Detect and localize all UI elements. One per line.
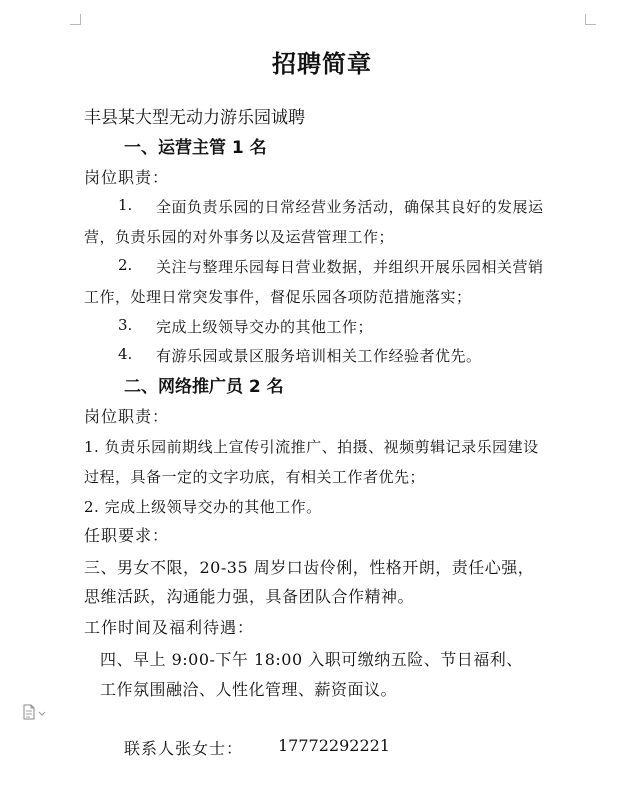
welfare-label: 工作时间及福利待遇：	[84, 618, 255, 637]
margin-corner-mark-right	[585, 14, 596, 25]
list-item-number: 4.	[118, 345, 133, 363]
document-icon[interactable]	[22, 704, 48, 720]
contact-label: 联系人张女士：	[124, 739, 244, 758]
requirements-text: 三、男女不限，20-35 周岁口齿伶俐，性格开朗，责任心强，	[84, 558, 535, 577]
list-item-text: 有游乐园或景区服务培训相关工作经验者优先。	[156, 347, 482, 365]
list-item-number: 2.	[118, 256, 133, 274]
list-item-text-continued: 过程，具备一定的文字功底，有相关工作者优先；	[84, 468, 426, 486]
list-item-number: 1.	[118, 196, 133, 214]
section-heading-online-promoter: 二、网络推广员 2 名	[124, 377, 284, 397]
document-title: 招聘简章	[272, 50, 372, 78]
contact-phone: 17772292221	[278, 736, 390, 755]
list-item-text: 1. 负责乐园前期线上宣传引流推广、拍摄、视频剪辑记录乐园建设	[84, 438, 539, 456]
margin-corner-mark-left	[70, 14, 81, 25]
list-item-text: 2. 完成上级领导交办的其他工作。	[84, 498, 322, 516]
list-item-text: 全面负责乐园的日常经营业务活动，确保其良好的发展运	[156, 198, 544, 216]
duties-label: 岗位职责：	[84, 407, 170, 426]
welfare-text-continued: 工作氛围融洽、人性化管理、薪资面议。	[100, 680, 398, 699]
duties-label: 岗位职责：	[84, 168, 170, 187]
welfare-text: 四、早上 9:00-下午 18:00 入职可缴纳五险、节日福利、	[100, 650, 523, 669]
section-heading-operations-manager: 一、运营主管 1 名	[124, 138, 267, 158]
list-item-number: 3.	[118, 316, 133, 334]
intro-line: 丰县某大型无动力游乐园诚聘	[84, 108, 305, 128]
requirements-label: 任职要求：	[84, 526, 170, 545]
list-item-text: 关注与整理乐园每日营业数据，并组织开展乐园相关营销	[156, 258, 544, 276]
list-item-text: 完成上级领导交办的其他工作；	[156, 318, 374, 336]
list-item-text-continued: 工作，处理日常突发事件，督促乐园各项防范措施落实；	[84, 288, 472, 306]
requirements-text-continued: 思维活跃，沟通能力强，具备团队合作精神。	[84, 587, 415, 606]
list-item-text-continued: 营，负责乐园的对外事务以及运营管理工作；	[84, 228, 395, 246]
